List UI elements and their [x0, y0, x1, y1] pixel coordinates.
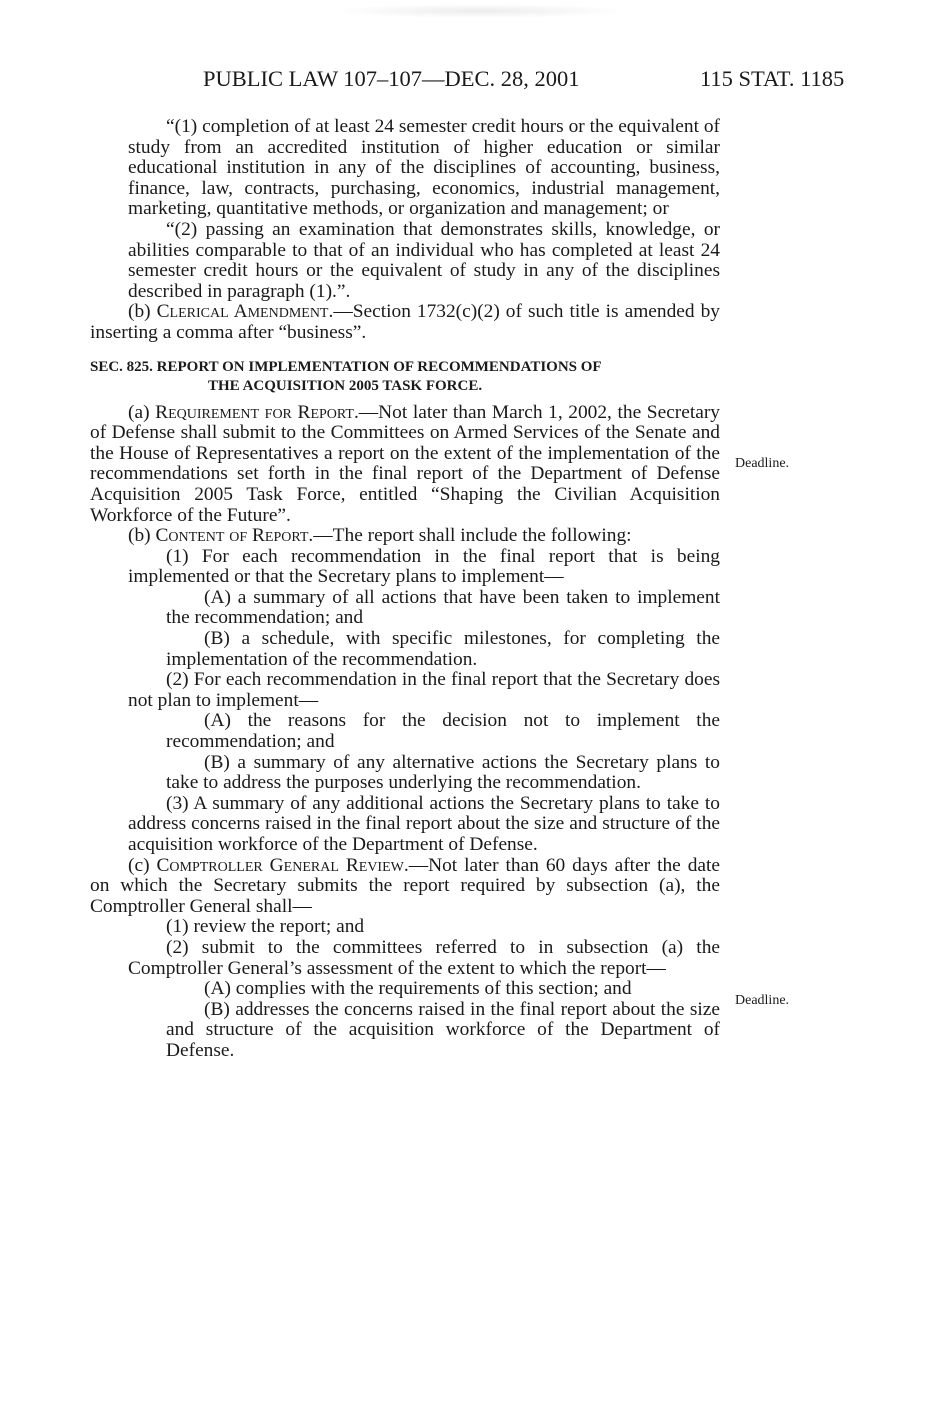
subsection-b-content: [90, 526, 720, 547]
section-heading: [90, 358, 720, 396]
subsection-heading: Content of Report: [155, 525, 309, 547]
subsection-label: (a): [128, 401, 156, 423]
section-heading-line-2: THE ACQUISITION 2005 TASK FORCE.: [208, 377, 483, 394]
subparagraph-b2b: (B) a summary of any alternative actions the Secretary plans to take to address the purposes underlying the recommendation.: [166, 751, 720, 794]
section-heading-line-1: SEC. 825. REPORT ON IMPLEMENTATION OF RECOMMENDATIONS OF: [90, 358, 602, 375]
subsection-c-review: [90, 856, 720, 918]
subsection-heading: Clerical Amendment: [156, 301, 329, 323]
subsection-text: .—Not later than 60 days after the date on which the Secretary submits the report required by subsection (a), the Comptroller General shall—: [90, 854, 720, 917]
subsection-heading: Requirement for Report: [155, 401, 354, 423]
paragraph-b3: (3) A summary of any additional actions the Secretary plans to take to address concerns raised in the final report about the size and structure of the acquisition workforce of the Department of Defense.: [128, 792, 720, 855]
page-number: 115 STAT. 1185: [700, 66, 845, 91]
margin-note-deadline-2: Deadline.: [735, 993, 790, 1008]
paragraph-c1: (1) review the report; and: [166, 916, 365, 938]
paragraph-2: “(2) passing an examination that demonstrates skills, knowledge, or abilities comparable to that of an individual who has completed at least 24 semester credit hours or the equivalent of study in any of the disciplines described in paragraph (1).”.: [128, 218, 720, 302]
paragraph-1: “(1) completion of at least 24 semester credit hours or the equivalent of study from an accredited institution of higher education or similar educational institution in any of the disciplines of accounting, business, finance, law, contracts, purchasing, economics, industrial management, marketing, quantitative methods, or organization and management; or: [128, 116, 720, 220]
subparagraph-c2a: (A) complies with the requirements of this section; and: [204, 978, 632, 1000]
subparagraph-b1b: (B) a schedule, with specific milestones, for completing the implementation of the recommendation.: [166, 628, 720, 670]
scan-smudge: [330, 4, 630, 18]
page-body: [90, 117, 720, 1062]
running-title: PUBLIC LAW 107–107—DEC. 28, 2001: [203, 66, 580, 91]
page-header: [0, 66, 947, 96]
subsection-label: (c): [128, 854, 157, 876]
margin-note-deadline-1: Deadline.: [735, 456, 790, 471]
paragraph-b2: (2) For each recommendation in the final report that the Secretary does not plan to implement—: [128, 669, 720, 711]
subsection-b-clerical: [90, 302, 720, 343]
subparagraph-b1a: (A) a summary of all actions that have been taken to implement the recommendation; and: [166, 586, 720, 629]
subparagraph-c2b: (B) addresses the concerns raised in the final report about the size and structure of the acquisition workforce of the Department of Defense.: [166, 998, 720, 1061]
subsection-text: .—The report shall include the following:: [308, 525, 632, 547]
subsection-text: .—Not later than March 1, 2002, the Secretary of Defense shall submit to the Committees on Armed Services of the Senate and the House of Representatives a report on the extent of the implementation of the recommendations set forth in the final report of the Department of Defense Acquisition 2005 Task Force, entitled “Shaping the Civilian Acquisition Workforce of the Future”.: [90, 401, 721, 526]
paragraph-c2: (2) submit to the committees referred to in subsection (a) the Comptroller General’s assessment of the extent to which the report—: [128, 936, 720, 979]
subsection-text: .—Section 1732(c)(2) of such title is amended by inserting a comma after “business”.: [90, 301, 720, 343]
subsection-a-requirement: [90, 403, 720, 527]
subsection-heading: Comptroller General Review: [156, 854, 404, 876]
subsection-label: (b): [128, 301, 157, 323]
paragraph-b1: (1) For each recommendation in the final report that is being implemented or that the Secretary plans to implement—: [128, 545, 720, 588]
subsection-label: (b): [128, 525, 156, 547]
subparagraph-b2a: (A) the reasons for the decision not to implement the recommendation; and: [166, 710, 720, 753]
